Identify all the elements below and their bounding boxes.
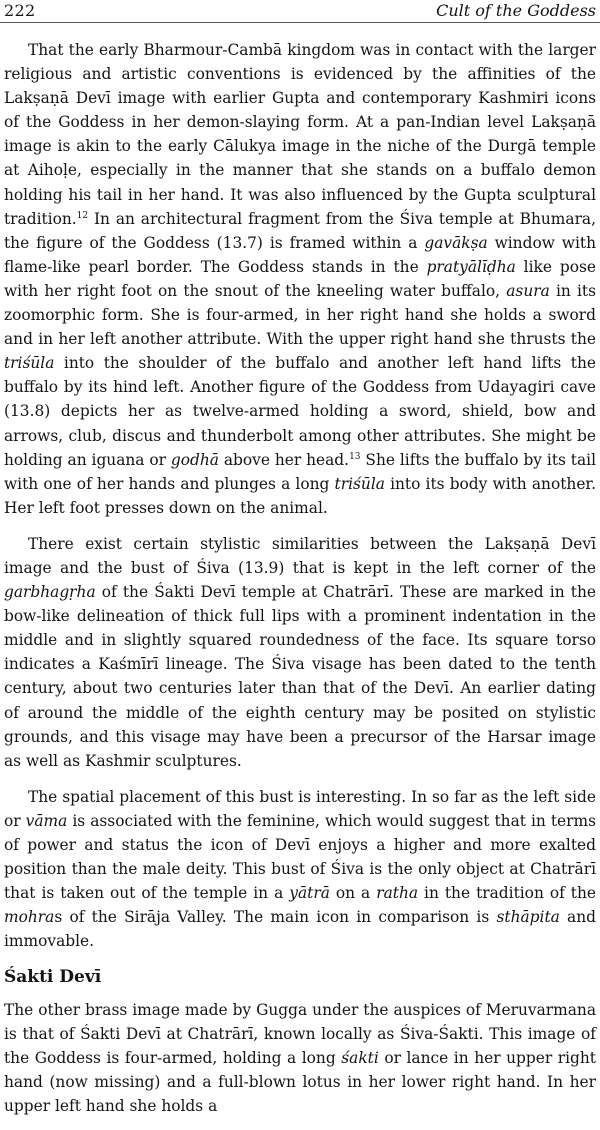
- footnote-ref-12[interactable]: 12: [76, 210, 89, 221]
- footnote-ref-13[interactable]: 13: [349, 451, 361, 462]
- paragraph-2: There exist certain stylistic similarities between the Lakṣaṇā Devī image and the bust of Śiva (13.9) that is kept in the left corner of the garbhagṛha of the Śakti Devī temple at Chatrārī. These are marked in the bow-like delineation of thick full lips with a prominent indentation in the middle and in slightly squared roundedness of the face. Its square torso indicates a Kaśmīrī lineage. The Śiva visage has been dated to the tenth century, about two centuries later than that of the Devī. An earlier dating of around the middle of the eighth century may be posited on stylistic grounds, and this visage may have been a precursor of the Harsar image as well as Kashmir sculptures.: [4, 534, 596, 770]
- paragraph-1: That the early Bharmour-Cambā kingdom was in contact with the larger religious and artistic conventions is evidenced by the affinities of the Lakṣaṇā Devī image with earlier Gupta and contemporary Kashmiri icons of the Goddess in her demon-slaying form. At a pan-Indian level Lakṣaṇā image is akin to the early Cālukya image in the niche of the Durgā temple at Aihoḷe, especially in the manner that she stands on a buffalo demon holding his tail in her hand. It was also influenced by the Gupta sculptural tradition.$^{12}$ In an architectural fragment from the Śiva temple at Bhumara, the figure of the Goddess (13.7) is framed within a gavākṣa window with flame-like pearl border. The Goddess stands in the pratyālīḍha like pose with her right foot on the snout of the kneeling water buffalo, asura in its zoomorphic form. She is four-armed, in her right hand she holds a sword and in her left another attribute. With the upper right hand she thrusts the triśūla into the shoulder of the buffalo and another left hand lifts the buffalo by its hind left. Another figure of the Goddess from Udayagiri cave (13.8) depicts her as twelve-armed holding a sword, shield, bow and arrows, club, discus and thunderbolt among other attributes. She might be holding an iguana or godhā above her head.$^{13}$ She lifts the buffalo by its tail with one of her hands and plunges a long triśūla into its body with another. Her left foot presses down on the animal.: [4, 41, 597, 517]
- paragraph-4: The other brass image made by Gugga under the auspices of Meruvarmana is that of Śakti Devī at Chatrārī, known locally as Śiva-Śakti. This image of the Goddess is four-armed, holding a long śakti or lance in her upper right hand (now missing) and a full-blown lotus in her lower right hand. In her upper left hand she holds a: [4, 1000, 596, 1115]
- paragraph-3: The spatial placement of this bust is interesting. In so far as the left side or vāma is associated with the feminine, which would suggest that in terms of power and status the icon of Devī enjoys a higher and more exalted position than the male deity. This bust of Śiva is the only object at Chatrārī that is taken out of the temple in a yātrā on a ratha in the tradition of the mohras of the Sirāja Valley. The main icon in comparison is sthāpita and immovable.: [4, 787, 597, 951]
- page-body: [4, 38, 596, 1130]
- running-head: Cult of the Goddess: [436, 1, 596, 20]
- section-heading: Śakti Devī: [4, 967, 102, 988]
- page-header: [0, 0, 600, 23]
- page-number: 222: [4, 1, 36, 20]
